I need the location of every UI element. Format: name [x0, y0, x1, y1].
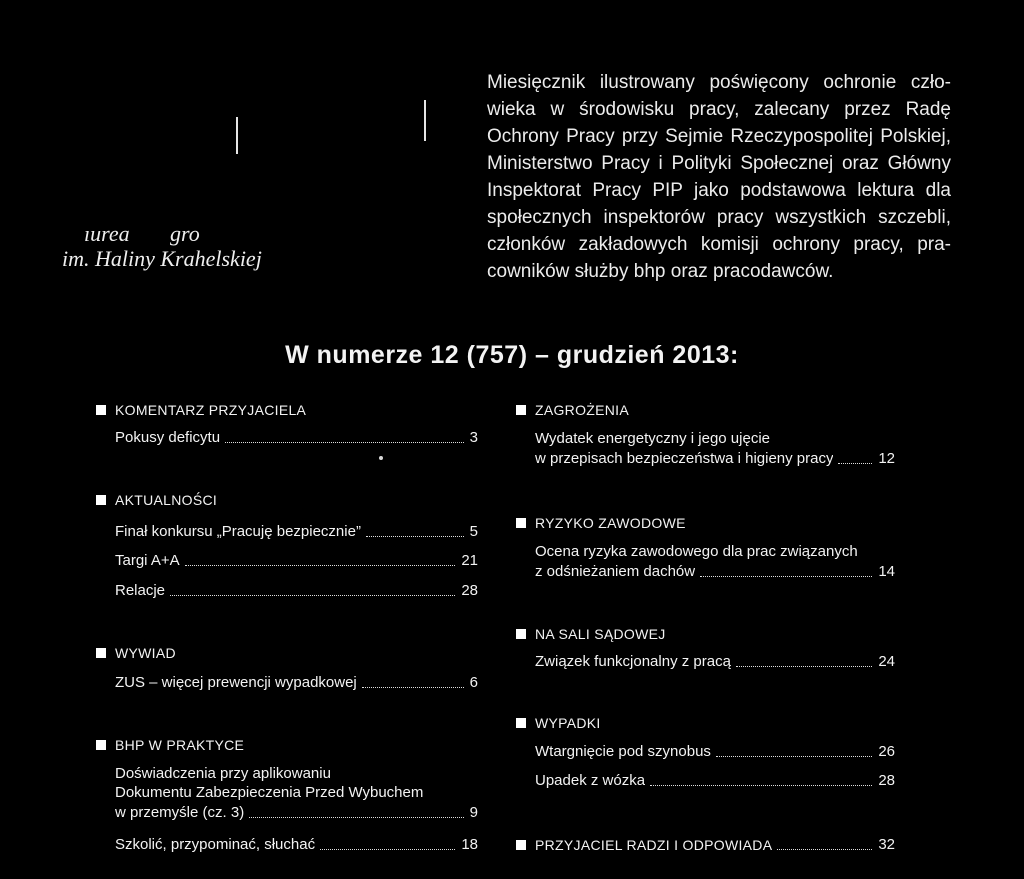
- toc-entry: [115, 673, 478, 693]
- dot-leader: [320, 849, 455, 850]
- dot-leader: [716, 756, 872, 757]
- toc-entry-text: Relacje: [115, 582, 166, 599]
- bullet-square: [516, 840, 526, 850]
- section-title: [115, 400, 478, 420]
- bullet-square: [516, 405, 526, 415]
- vertical-rule-left: [236, 117, 238, 154]
- toc-entry-line: [115, 764, 478, 784]
- toc-entry-text: Wtargnięcie pod szynobus: [535, 743, 711, 760]
- section-title: [535, 713, 895, 733]
- issue-heading: W numerze 12 (757) – grudzień 2013:: [285, 341, 739, 369]
- toc-page-number: 12: [878, 450, 895, 467]
- dot-leader: [736, 666, 872, 667]
- intro-line: Ochrony Pracy przy Sejmie Rzeczypospolitej Polskiej,: [487, 126, 951, 147]
- toc-entry: [535, 742, 895, 762]
- toc-entry: [115, 803, 478, 823]
- dot-leader: [225, 442, 464, 443]
- toc-entry-line: [115, 783, 478, 803]
- toc-page-number: 9: [469, 804, 478, 821]
- toc-entry-text: Finał konkursu „Pracuję bezpiecznie”: [115, 523, 361, 540]
- section-title: [535, 624, 895, 644]
- toc-entry: [115, 428, 478, 448]
- bullet-square: [96, 495, 106, 505]
- toc-entry: [535, 771, 895, 791]
- section-title-text: AKTUALNOŚCI: [115, 492, 218, 508]
- award-caption-line: im. Haliny Krahelskiej: [62, 246, 262, 271]
- toc-entry: [115, 835, 478, 855]
- section-title-text: NA SALI SĄDOWEJ: [535, 626, 666, 642]
- bullet-square: [96, 648, 106, 658]
- intro-line: społecznych inspektorów pracy wszystkich szczebli,: [487, 207, 951, 228]
- toc-entry: [115, 581, 478, 601]
- bullet-square: [516, 629, 526, 639]
- toc-entry-text: Dokumentu Zabezpieczenia Przed Wybuchem: [115, 784, 424, 801]
- vertical-rule-right: [424, 100, 426, 141]
- toc-page-number: 26: [878, 743, 895, 760]
- toc-entry-text: z odśnieżaniem dachów: [535, 563, 696, 580]
- dot-leader: [362, 687, 464, 688]
- section-title-text: ZAGROŻENIA: [535, 402, 630, 418]
- section-title-text: PRZYJACIEL RADZI I ODPOWIADA: [535, 837, 773, 853]
- section-title: [535, 400, 895, 420]
- dot-leader: [700, 576, 872, 577]
- dot-leader: [838, 463, 872, 464]
- intro-paragraph: [487, 69, 951, 285]
- section-title: [535, 835, 895, 855]
- bullet-square: [516, 718, 526, 728]
- intro-line: Inspektorat Pracy PIP jako podstawowa lektura dla: [487, 180, 951, 201]
- intro-line: członków zakładowych komisji ochrony pracy, pra-: [487, 234, 951, 255]
- toc-page-number: 32: [878, 836, 895, 853]
- dot-leader: [777, 849, 872, 850]
- section-title-text: RYZYKO ZAWODOWE: [535, 515, 686, 531]
- toc-page-number: 14: [878, 563, 895, 580]
- section-title-text: WYWIAD: [115, 645, 176, 661]
- toc-page-number: 24: [878, 653, 895, 670]
- dot-leader: [249, 817, 463, 818]
- toc-entry-line: [535, 429, 895, 449]
- section-title: [115, 735, 478, 755]
- section-title-text: BHP W PRAKTYCE: [115, 737, 245, 753]
- toc-entry-text: w przemyśle (cz. 3): [115, 804, 245, 821]
- toc-entry-text: Targi A+A: [115, 552, 180, 569]
- toc-entry-text: w przepisach bezpieczeństwa i higieny pracy: [535, 450, 834, 467]
- toc-entry-text: Wydatek energetyczny i jego ujęcie: [535, 430, 770, 447]
- toc-entry-text: Związek funkcjonalny z pracą: [535, 653, 731, 670]
- toc-entry-text: ZUS – więcej prewencji wypadkowej: [115, 674, 357, 691]
- scan-speck: [379, 456, 383, 460]
- intro-line: Ministerstwo Pracy i Polityki Społecznej oraz Główny: [487, 153, 951, 174]
- award-caption-fragment-b: gro: [170, 221, 200, 246]
- toc-entry-text: Upadek z wózka: [535, 772, 646, 789]
- toc-page-number: 5: [469, 523, 478, 540]
- toc-entry-text: Ocena ryzyka zawodowego dla prac związanych: [535, 543, 858, 560]
- toc-entry-text: Doświadczenia przy aplikowaniu: [115, 765, 331, 782]
- intro-line: Miesięcznik ilustrowany poświęcony ochronie czło-: [487, 72, 951, 93]
- toc-entry: [535, 562, 895, 582]
- section-title: [115, 643, 478, 663]
- bullet-square: [516, 518, 526, 528]
- section-title: [115, 490, 478, 510]
- intro-line: wieka w środowisku pracy, zalecany przez Radę: [487, 99, 951, 120]
- toc-entry-text: Pokusy deficytu: [115, 429, 221, 446]
- toc-page-number: 18: [461, 836, 478, 853]
- toc-entry: [535, 449, 895, 469]
- toc-page-number: 6: [469, 674, 478, 691]
- toc-page-number: 3: [469, 429, 478, 446]
- dot-leader: [170, 595, 455, 596]
- toc-entry: [535, 652, 895, 672]
- dot-leader: [650, 785, 872, 786]
- dot-leader: [366, 536, 464, 537]
- bullet-square: [96, 740, 106, 750]
- dot-leader: [185, 565, 456, 566]
- section-title-text: KOMENTARZ PRZYJACIELA: [115, 402, 307, 418]
- toc-page-number: 28: [461, 582, 478, 599]
- section-title: [535, 513, 895, 533]
- toc-entry: [115, 522, 478, 542]
- toc-entry: [115, 551, 478, 571]
- intro-line: cowników służby bhp oraz pracodawców.: [487, 261, 834, 282]
- award-caption-fragment-a: ıurea: [84, 221, 130, 246]
- section-title-text: WYPADKI: [535, 715, 601, 731]
- toc-entry-line: [535, 542, 895, 562]
- bullet-square: [96, 405, 106, 415]
- toc-entry-text: Szkolić, przypominać, słuchać: [115, 836, 316, 853]
- toc-page-number: 21: [461, 552, 478, 569]
- toc-page-number: 28: [878, 772, 895, 789]
